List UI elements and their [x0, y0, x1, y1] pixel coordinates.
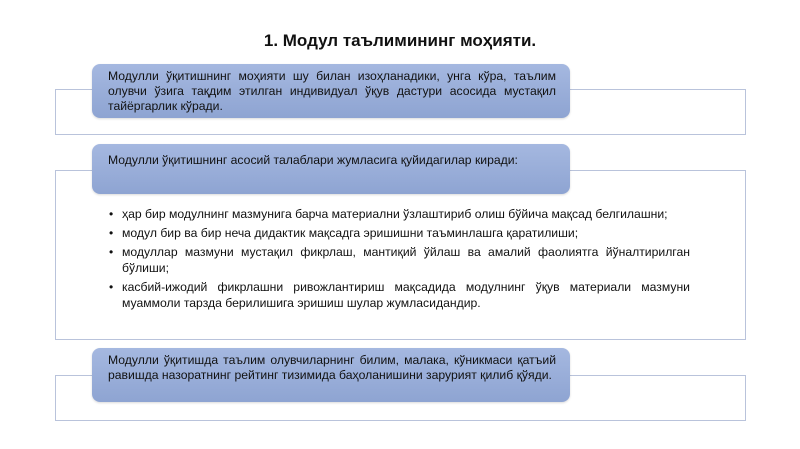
bullet-icon: • [109, 226, 114, 240]
bullet-icon: • [109, 280, 114, 294]
block1-text: Модулли ўқитишнинг моҳияти шу билан изоҳланадики, унга кўра, таълим олувчи ўзига тақдим этилган индивидуал ўқув дастури асосида мустақил тайёргарлик кўради. [108, 69, 556, 113]
title-text: 1. Модул таълимининг моҳияти. [263, 31, 537, 50]
list-item-text: модул бир ва бир неча дидактик мақсадга эришишни таъминлашга қаратилиши; [122, 226, 579, 240]
list-item-text: касбий-ижодий фикрлашни ривожлантириш мақсадида модулнинг ўқув материали мазмуни муаммоли тарзда берилишига эришиш шулар жумласидандир. [122, 280, 690, 310]
page-title [0, 31, 800, 51]
list-item [109, 225, 690, 241]
block2-heading: Модулли ўқитишнинг асосий талаблари жумласига қуйидагилар киради: [108, 153, 518, 167]
block3-callout [92, 348, 570, 402]
list-item [109, 279, 690, 311]
block1-callout [92, 64, 570, 118]
bullet-icon: • [109, 245, 114, 259]
bullet-icon: • [109, 207, 114, 221]
list-item-text: ҳар бир модулнинг мазмунига барча материални ўзлаштириб олиш бўйича мақсад белгилашни; [122, 207, 668, 221]
block2-callout [92, 144, 570, 194]
requirements-list [109, 206, 690, 314]
list-item-text: модуллар мазмуни мустақил фикрлаш, мантиқий ўйлаш ва амалий фаолиятга йўналтирилган бўлиши; [122, 245, 690, 275]
block3-text: Модулли ўқитишда таълим олувчиларнинг билим, малака, кўникмаси қатъий равишда назоратнинг рейтинг тизимида баҳоланишини зарурият қилиб қўяди. [108, 353, 556, 382]
list-item [109, 206, 690, 222]
list-item [109, 244, 690, 276]
